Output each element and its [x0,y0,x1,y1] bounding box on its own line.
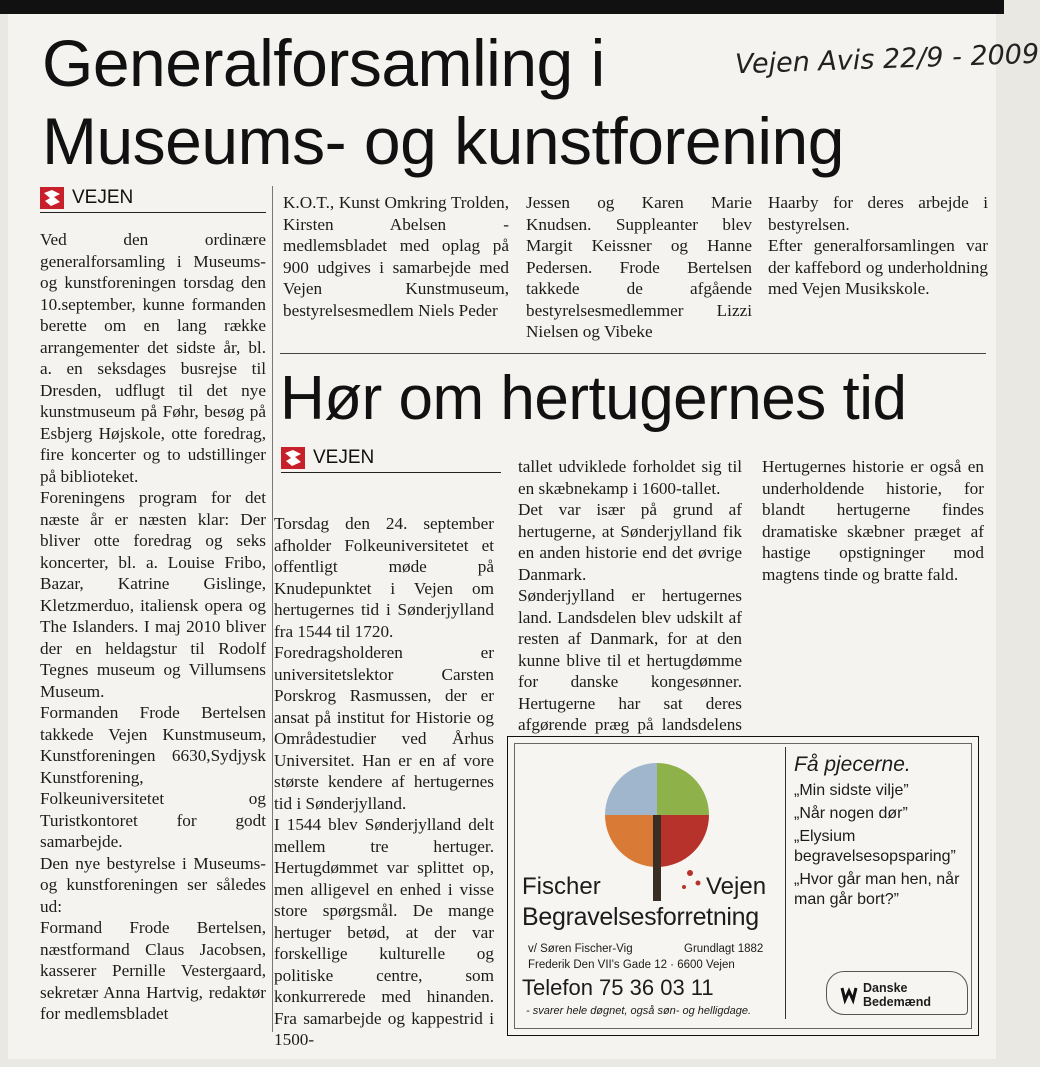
ad-divider [785,747,786,1019]
pamphlet-item: „Hvor går man hen, når man går bort?” [794,871,960,908]
tree-quadrant-icon [605,815,657,867]
tree-quadrant-icon [657,763,709,815]
pamphlets-title: Få pjecerne. [794,753,911,776]
ad-firm-right: Vejen [706,873,767,900]
paragraph: Ved den ordinære generalforsamling i Museums- og kunstforeningen torsdag den 10.september, kunne formanden berette om en lang række arrangementer det sidste år, bl. a. en seksdages busrejse til Dresden, udflugt til det nye kunstmuseum på Føhr, besøg på Esbjerg Højskole, otte foredrag, fire koncerter og to udstillinger på biblioteket. [40,230,266,486]
byline-text: VEJEN [313,447,375,468]
article1-column-3 [526,192,752,343]
paragraph: I 1544 blev Sønderjylland delt mellem tre hertuger. Hertugdømmet var splittet op, men alligevel en enhed i visse store spørgsmål. De mange hertuger betød, at der var forskellige kulturelle og politiske centre, som konkurrerede med hinanden. Fra samarbejde og kappestrid i 1500- [274,815,494,1049]
paragraph: Formand Frode Bertelsen, næstformand Claus Jacobsen, kasserer Pernille Vestergaard, sekretær Anna Hartvig, redaktør for medlemsbladet [40,918,266,1023]
paragraph: tallet udviklede forholdet sig til en skæbnekamp i 1600-tallet. [518,457,742,498]
paragraph: Foredragsholderen er universitetslektor Carsten Porskrog Rasmussen, der er ansat på institut for Historie og Områdestudier ved Århus Universitet. Han er en af vore største kendere af hertugernes tid i Sønderjylland. [274,643,494,813]
funeral-home-advertisement [507,736,979,1036]
ad-service-note: - svarer hele døgnet, også søn- og helligdage. [526,1005,752,1017]
article2-column-3 [762,456,984,585]
paragraph: Haarby for deres arbejde i bestyrelsen. [768,193,988,234]
article1-column-4 [768,192,988,300]
paragraph: Torsdag den 24. september afholder Folkeuniversitetet et offentligt møde på Knudepunktet i Vejen om hertugernes tid i Sønderjylland fra 1544 til 1720. [274,514,494,641]
article2-headline: Hør om hertugernes tid [280,364,907,433]
newspaper-logo-icon [40,187,64,209]
ad-founded: Grundlagt 1882 [684,943,764,955]
paragraph: Formanden Frode Bertelsen takkede Vejen Kunstmuseum, Kunstforeningen 6630,Sydjysk Kunstforening, Folkeuniversitetet og Turistkontoret for godt samarbejde. [40,703,266,851]
article1-column-1 [40,229,266,1025]
article1-headline-line2: Museums- og kunstforening [42,104,844,178]
paragraph: Sønderjylland er hertugernes land. Landsdelen blev udskilt af resten af Danmark, for at den kunne blive til et hertugdømme for danske kongesønner. Hertugerne har sat deres afgørende præg på landsdelens [518,586,742,734]
ad-address: Frederik Den VII's Gade 12 · 6600 Vejen [528,959,735,971]
ad-firm-name: Begravelsesforretning [522,903,759,931]
tree-quadrant-icon [605,763,657,815]
tulip-icon [839,984,859,1004]
ad-owner: v/ Søren Fischer-Vig [528,943,633,955]
article2-byline [281,447,501,473]
paragraph: Den nye bestyrelse i Museums- og kunstforeningen ser således ud: [40,853,266,916]
article1-byline [40,187,266,213]
scan-top-edge [0,0,1004,14]
newspaper-logo-icon [281,447,305,469]
tree-logo-icon [598,755,716,905]
danske-bedemaend-badge [826,971,968,1015]
article1-headline-line1: Generalforsamling i [42,26,605,100]
pamphlet-item: „Elysium begravelsesopsparing” [794,828,956,865]
tree-quadrant-icon [657,815,709,867]
paragraph: Det var især på grund af hertugerne, at Sønderjylland fik en anden historie end det øvrige Danmark. [518,500,742,584]
paragraph: Efter generalforsamlingen var der kaffebord og underholdning med Vejen Musikskole. [768,236,988,298]
pamphlet-item: „Min sidste vilje” [794,782,909,799]
paragraph: Foreningens program for det næste år er næsten klar: Der bliver otte foredrag og seks koncerter, bl. a. Louise Fribo, Bazar, Katrine Gislinge, Kletzmerduo, italiensk opera og The Islanders. I maj 2010 bliver der en heldagstur til Rodolf Tegnes museum og Villumsens Museum. [40,488,266,701]
pamphlet-item: „Når nogen dør” [794,805,908,822]
article1-column-2 [283,192,509,321]
paragraph: Jessen og Karen Marie Knudsen. Suppleanter blev Margit Keissner og Hanne Pedersen. Frode Bertelsen takkede de afgående bestyrelsesmedlemmer Lizzi Nielsen og Vibeke [526,193,752,341]
column-rule [272,186,273,1032]
ad-phone: Telefon 75 36 03 11 [522,975,714,1000]
paragraph: Hertugernes historie er også en underholdende historie, for blandt hertugerne findes dramatiske skæbner præget af hastige opstigninger mod magtens tinde og bratte fald. [762,457,984,584]
association-name: Danske Bedemænd [863,981,932,1009]
ad-firm-left: Fischer [522,873,601,900]
article2-column-1 [274,513,494,1051]
ad-pamphlets [794,753,966,910]
handwritten-annotation: Vejen Avis 22/9 - 2009 [734,38,1040,81]
paragraph: K.O.T., Kunst Omkring Trolden, Kirsten Abelsen - medlemsbladet med oplag på 900 udgives i samarbejde med Vejen Kunstmuseum, bestyrelsesmedlem Niels Peder [283,193,509,320]
article-divider [280,353,986,354]
byline-text: VEJEN [72,187,134,208]
